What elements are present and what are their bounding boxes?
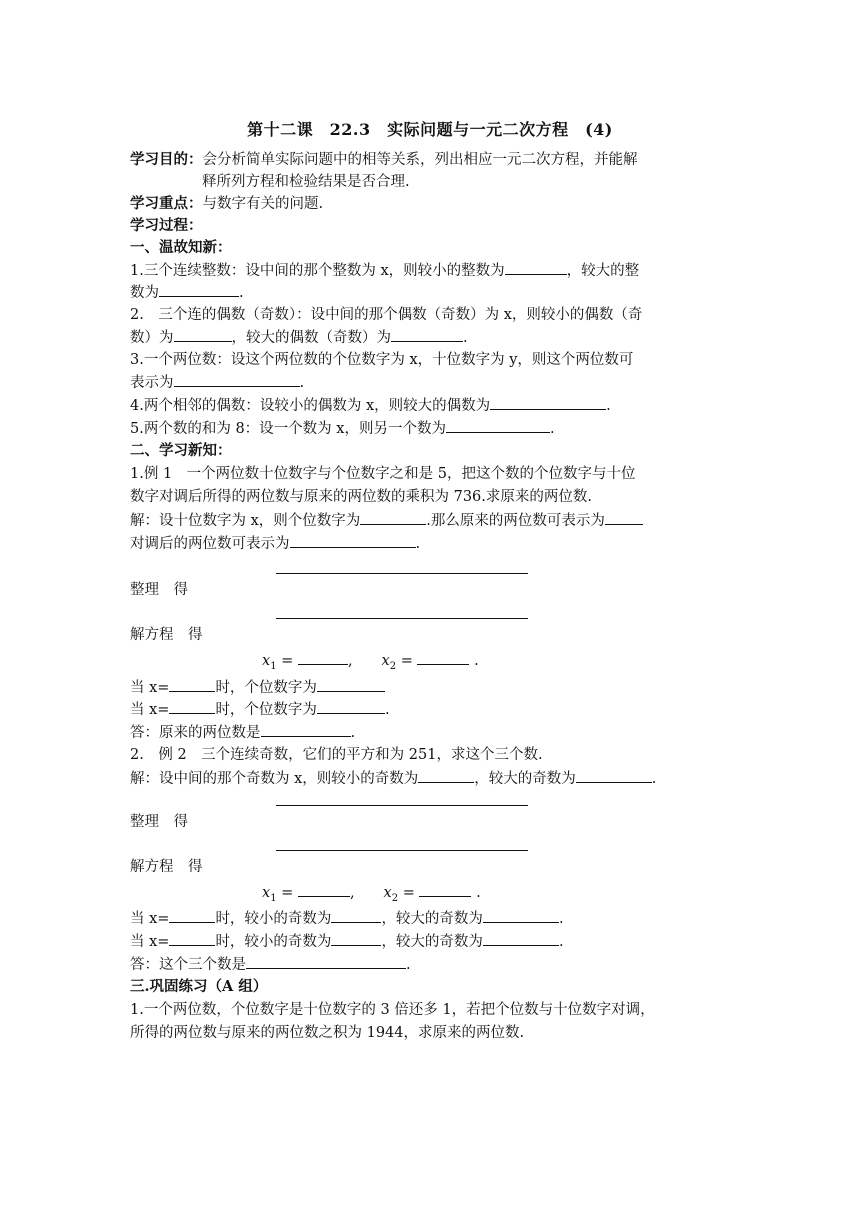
review-q2-cont	[130, 327, 740, 348]
review-q3: 3.一个两位数：设这个两位数的个位数字为 x，十位数字为 y，则这个两位数可	[130, 352, 634, 368]
focus-label: 学习重点：	[130, 195, 203, 212]
equals: =	[281, 653, 294, 669]
section1-heading: 一、温故知新：	[130, 239, 232, 256]
example2-line: 2. 例 2 三个连续奇数，它们的平方和为 251，求这个三个数.	[130, 747, 543, 763]
subscript: 2	[391, 892, 399, 904]
equals: =	[400, 653, 413, 669]
answer-blank[interactable]	[174, 327, 232, 342]
answer-blank[interactable]	[298, 650, 348, 665]
review-q2: 2. 三个连的偶数（奇数）：设中间的那个偶数（奇数）为 x，则较小的偶数（奇	[130, 307, 643, 323]
period: .	[606, 398, 611, 414]
answer-blank[interactable]	[261, 722, 351, 737]
period: .	[651, 771, 657, 787]
answer-blank[interactable]	[169, 677, 215, 692]
var-x: x	[383, 885, 392, 901]
goal-line-1	[130, 150, 740, 170]
when-text: 当 x=	[130, 702, 170, 718]
equation-blank-line[interactable]	[276, 805, 528, 806]
sol2-text-2: ，较大的奇数为	[474, 771, 576, 787]
period: .	[384, 702, 390, 718]
focus-text: 与数字有关的问题.	[202, 196, 324, 212]
equation-blank-line[interactable]	[276, 618, 528, 619]
answer-blank[interactable]	[159, 282, 239, 297]
q5-text: 5.两个数的和为 8：设一个数为 x，则另一个数为	[130, 421, 446, 437]
answer-blank[interactable]	[169, 908, 215, 923]
answer-blank[interactable]	[605, 510, 643, 525]
answer-blank[interactable]	[174, 372, 300, 387]
goal-line-2: 释所列方程和检验结果是否合理.	[202, 174, 410, 190]
period: .	[476, 885, 481, 901]
answer2-text: 答：这个三个数是	[130, 957, 246, 973]
goal-text: 会分析简单实际问题中的相等关系，列出相应一元二次方程，并能解	[202, 152, 638, 168]
period: .	[406, 957, 411, 973]
answer-blank[interactable]	[169, 699, 215, 714]
answer-blank[interactable]	[169, 931, 215, 946]
time-text: 时，个位数字为	[215, 680, 317, 696]
answer1-line	[130, 722, 740, 743]
sol1-text: 解：设十位数字为 x，则个位数字为	[130, 513, 361, 529]
sol2-text: 解：设中间的那个奇数为 x，则较小的奇数为	[130, 771, 419, 787]
organize-label: 整理 得	[130, 582, 188, 598]
answer-blank[interactable]	[483, 908, 559, 923]
answer-blank[interactable]	[290, 533, 416, 548]
practice1-line-2: 所得的两位数与原来的两位数之积为 1944，求原来的两位数.	[130, 1025, 525, 1041]
sol1-text-3: 对调后的两位数可表示为	[130, 536, 290, 552]
subscript: 1	[270, 660, 277, 672]
period: .	[350, 725, 356, 741]
review-q5	[130, 418, 740, 439]
answer-blank[interactable]	[576, 768, 652, 783]
answer-blank[interactable]	[246, 954, 406, 969]
period: .	[558, 911, 564, 927]
comma: ,	[347, 653, 353, 669]
case2-line-1	[130, 908, 740, 929]
answer-blank[interactable]	[331, 908, 381, 923]
focus-line	[130, 194, 740, 214]
section2-heading: 二、学习新知：	[130, 442, 232, 459]
answer-blank[interactable]	[483, 931, 559, 946]
sol1-text-2: .那么原来的两位数可表示为	[426, 513, 605, 529]
subscript: 2	[389, 660, 397, 672]
period: .	[239, 285, 244, 301]
solution1-line-1	[130, 510, 740, 531]
case1-line-1	[130, 677, 740, 698]
goal-label: 学习目的：	[130, 151, 203, 168]
answer-blank[interactable]	[317, 677, 385, 692]
period: .	[474, 653, 479, 669]
practice1-line-1: 1.一个两位数，个位数字是十位数字的 3 倍还多 1，若把个位数与十位数字对调，	[130, 1002, 655, 1018]
answer-blank[interactable]	[419, 882, 471, 897]
q2-text-2: 数）为	[130, 330, 174, 346]
q1-text: 1.三个连续整数：设中间的那个整数为 x，则较小的整数为	[130, 263, 505, 279]
answer-blank[interactable]	[417, 650, 469, 665]
answer-blank[interactable]	[418, 768, 474, 783]
roots-line-1	[262, 650, 860, 677]
solve-label-2: 解方程 得	[130, 859, 203, 875]
answer1-text: 答：原来的两位数是	[130, 725, 261, 741]
period: .	[415, 536, 421, 552]
review-q1	[130, 260, 740, 281]
answer-blank[interactable]	[317, 699, 385, 714]
q4-text: 4.两个相邻的偶数：设较小的偶数为 x，则较大的偶数为	[130, 398, 491, 414]
section3-heading: 三.巩固练习（A 组）	[130, 978, 268, 995]
q3-text-2: 表示为	[130, 375, 174, 391]
case1-line-2	[130, 699, 740, 720]
case2-line-2	[130, 931, 740, 952]
larger-text: ，较大的奇数为	[381, 934, 483, 950]
period: .	[549, 421, 555, 437]
answer2-line	[130, 954, 740, 975]
q2-text-3: ，较大的偶数（奇数）为	[231, 330, 391, 346]
var-x: x	[262, 653, 271, 669]
solution2-line	[130, 768, 740, 789]
example1-line-2: 数字对调后所得的两位数与原来的两位数的乘积为 736.求原来的两位数.	[130, 489, 593, 505]
subscript: 1	[270, 892, 277, 904]
solution1-line-2	[130, 533, 740, 554]
page-title: 第十二课 22.3 实际问题与一元二次方程 (4)	[247, 120, 613, 139]
answer-blank[interactable]	[446, 418, 550, 433]
var-x: x	[262, 885, 271, 901]
when-text: 当 x=	[130, 934, 170, 950]
comma: ,	[349, 885, 355, 901]
period: .	[558, 934, 564, 950]
answer-blank[interactable]	[360, 510, 426, 525]
organize-label-2: 整理 得	[130, 814, 188, 830]
process-label: 学习过程：	[130, 217, 203, 234]
period: .	[299, 375, 305, 391]
var-x: x	[381, 653, 390, 669]
answer-blank[interactable]	[505, 260, 567, 275]
answer-blank[interactable]	[331, 931, 381, 946]
q1-text-3: 数为	[130, 285, 159, 301]
roots-line-2	[262, 882, 860, 909]
answer-blank[interactable]	[490, 395, 606, 410]
when-text: 当 x=	[130, 911, 170, 927]
when-text: 当 x=	[130, 680, 170, 696]
time-small-text: 时，较小的奇数为	[215, 934, 332, 950]
answer-blank[interactable]	[298, 882, 350, 897]
equals: =	[281, 885, 294, 901]
review-q1-cont	[130, 282, 740, 303]
larger-text: ，较大的奇数为	[381, 911, 483, 927]
equation-blank-line[interactable]	[276, 850, 528, 851]
example1-line-1: 1.例 1 一个两位数十位数字与个位数字之和是 5，把这个数的个位数字与十位	[130, 466, 636, 482]
equals: =	[402, 885, 415, 901]
answer-blank[interactable]	[391, 327, 463, 342]
equation-blank-line[interactable]	[276, 573, 528, 574]
time-text: 时，个位数字为	[215, 702, 317, 718]
review-q3-cont	[130, 372, 740, 393]
solve-label: 解方程 得	[130, 627, 203, 643]
review-q4	[130, 395, 740, 416]
period: .	[463, 330, 468, 346]
q1-text-2: ，较大的整	[566, 263, 640, 279]
time-small-text: 时，较小的奇数为	[215, 911, 332, 927]
